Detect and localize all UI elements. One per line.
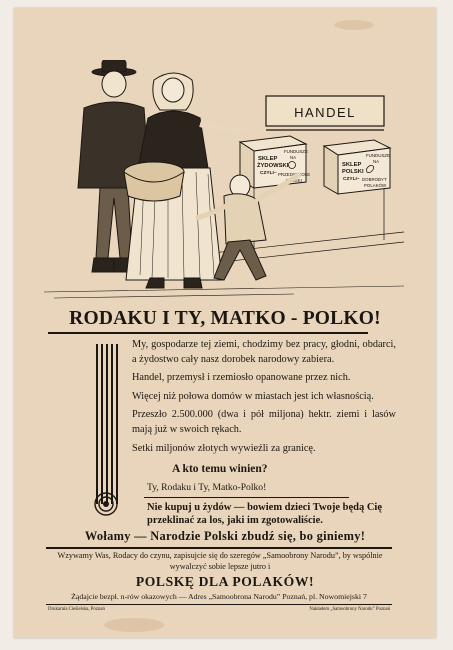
svg-text:FUNDUSZE NA DO: FUNDUSZE NA DOBROBYT POLAKÓW bbox=[362, 153, 390, 188]
divider bbox=[48, 332, 368, 334]
call-to-action: Wołamy — Narodzie Polski zbudź się, bo giniemy! bbox=[84, 529, 366, 543]
paragraph: Więcej niż połowa domów w miastach jest ich własnością. bbox=[132, 390, 374, 402]
jewish-shop-box bbox=[240, 136, 311, 188]
divider bbox=[46, 604, 392, 605]
paragraph: My, gospodarze tej ziemi, chodzimy bez pracy, głodni, obdarci, a żydostwo cały nasz dorobek narodowy zabiera. bbox=[132, 339, 396, 365]
svg-text:SKLEP ŻYDOWSKI: SKLEP ŻYDOWSKI CZYLI– bbox=[257, 156, 289, 176]
poster-sheet bbox=[14, 8, 436, 638]
question: A kto temu winien? bbox=[172, 463, 268, 475]
handel-sign bbox=[266, 96, 384, 130]
paragraph: Handel, przemysł i rzemiosło opanowane przez nich. bbox=[132, 372, 351, 384]
paper-stain bbox=[334, 20, 374, 30]
address-line: Żądajcie bezpł. n-rów okazowych — Adres „Samoobrona Narodu” Poznań, pl. Nowomiejski 7 bbox=[71, 592, 367, 601]
answer: Ty, Rodaku i Ty, Matko-Polko! bbox=[147, 482, 267, 493]
slogan: POLSKĘ DLA POLAKÓW! bbox=[135, 574, 315, 589]
illustration bbox=[44, 60, 404, 300]
decorative-stripes bbox=[94, 344, 118, 504]
publisher-credit: Nakładem „Samoobrony Narodu” Poznań bbox=[309, 607, 390, 612]
paper-stain bbox=[104, 618, 164, 632]
headline: RODAKU I TY, MATKO - POLKO! bbox=[69, 308, 381, 329]
body-text bbox=[132, 338, 396, 460]
rosette-ornament bbox=[94, 492, 118, 516]
divider bbox=[144, 497, 349, 498]
printer-credit: Drukarnia Cieśielska, Poznań bbox=[48, 607, 105, 612]
appeal-text: Wzywamy Was, Rodacy do czynu, zapisujcie się do szeregów „Samoobrony Narodu”, by wspólnie wywalczyć sobie lepsze jutro i bbox=[57, 551, 383, 571]
svg-text:SKLEP POLSKI C: SKLEP POLSKI CZYLI– bbox=[342, 162, 364, 182]
paragraph: Przeszło 2.500.000 (dwa i pół miljona) hektr. ziemi i lasów mają już w swoich rękach. bbox=[132, 409, 396, 435]
polish-shop-box bbox=[324, 140, 391, 194]
svg-text:FUNDUSZE NA PR: FUNDUSZE NA PRZEDSZKOLE POLSKI bbox=[278, 149, 311, 183]
sign-text: HANDEL bbox=[294, 105, 356, 120]
warning-text: Nie kupuj u żydów — bowiem dzieci Twoje będą Cię przeklinać za los, jaki im zgotowaliście. bbox=[147, 502, 382, 526]
paragraph: Setki miljonów złotych wywieźli za granicę. bbox=[132, 442, 316, 454]
divider bbox=[46, 547, 392, 549]
